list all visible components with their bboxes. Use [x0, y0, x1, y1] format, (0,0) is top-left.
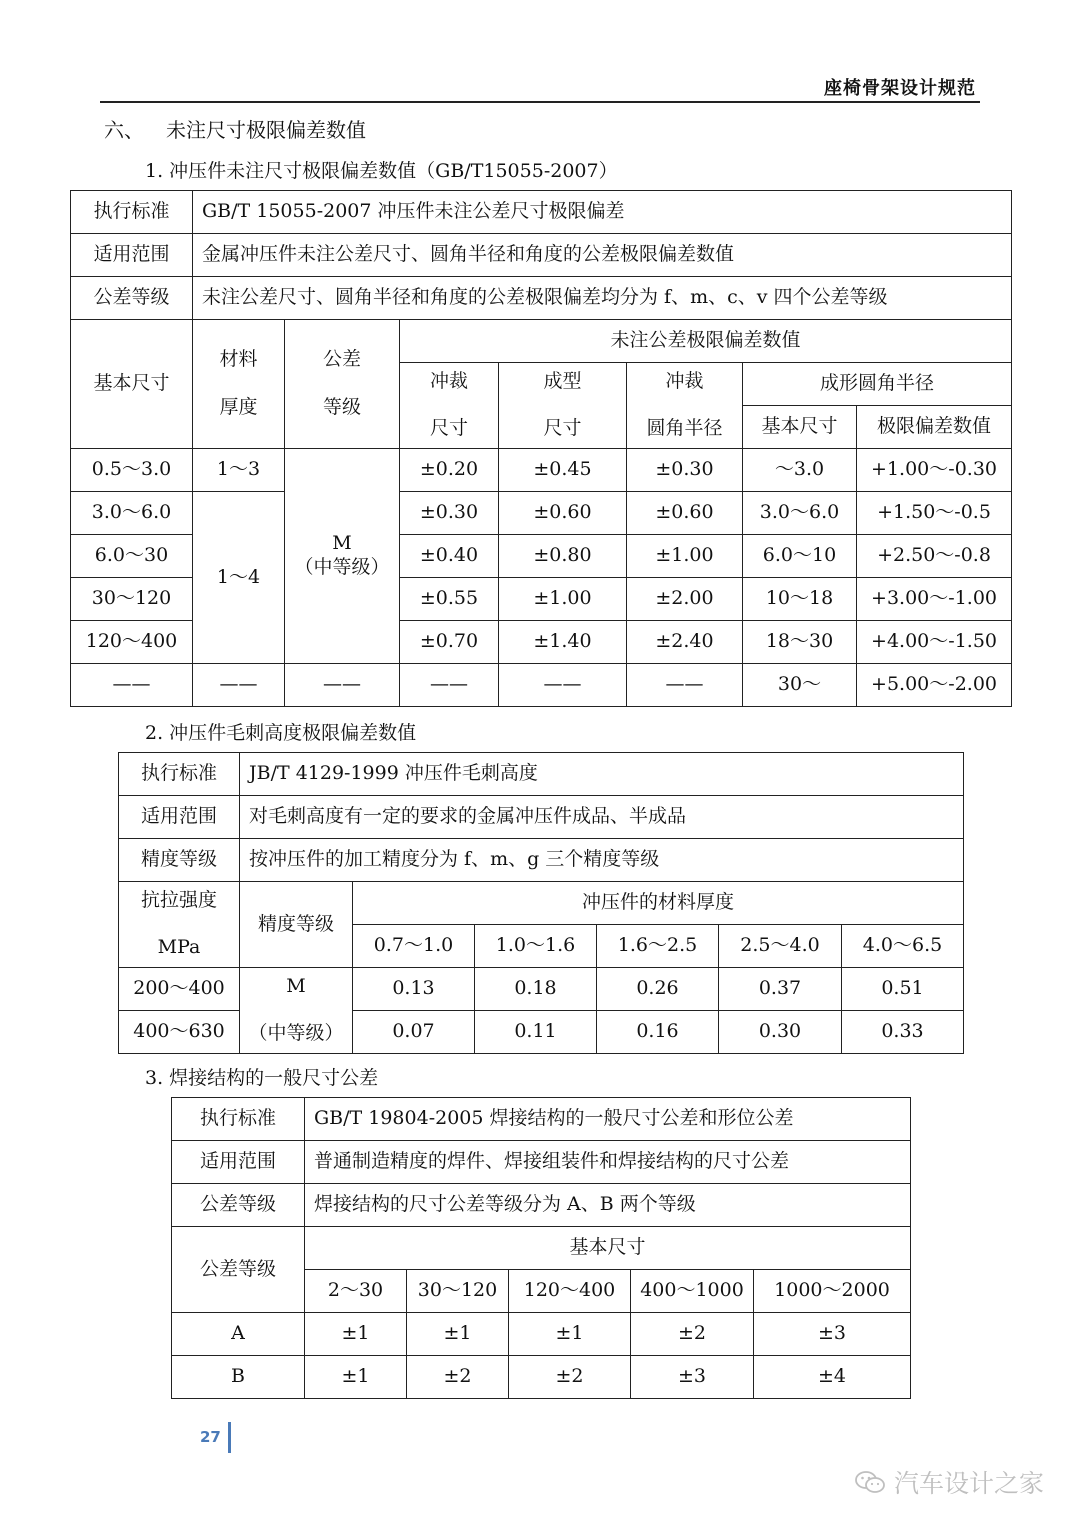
t2-col-header: 0.7～1.0	[353, 925, 475, 968]
t2-scope-label: 适用范围	[119, 796, 240, 839]
t1-header-punch-size: 冲裁 尺寸	[400, 363, 499, 449]
table-row	[71, 449, 1012, 492]
t1-header-base-size: 基本尺寸	[71, 320, 193, 449]
table-row	[172, 1356, 911, 1399]
t1-cell: ±0.20	[400, 449, 499, 492]
t1-cell: ——	[193, 664, 285, 707]
t3-cell: ±2	[631, 1313, 754, 1356]
t2-header-thickness: 冲压件的材料厚度	[353, 882, 964, 925]
t1-cell: 6.0～30	[71, 535, 193, 578]
t3-scope-value: 普通制造精度的焊件、焊接组装件和焊接结构的尺寸公差	[305, 1141, 911, 1184]
t2-cell: 0.33	[842, 1011, 964, 1054]
t2-cell: 0.37	[719, 968, 842, 1011]
t2-cell: 0.26	[597, 968, 719, 1011]
t1-cell: ±0.30	[400, 492, 499, 535]
document-header-title: 座椅骨架设计规范	[824, 78, 976, 99]
wechat-icon	[854, 1469, 886, 1495]
t2-cell: 400～630	[119, 1011, 240, 1054]
t1-cell: ±2.40	[627, 621, 743, 664]
t3-scope-label: 适用范围	[172, 1141, 305, 1184]
t1-cell: 120～400	[71, 621, 193, 664]
t1-std-value: GB/T 15055-2007 冲压件未注公差尺寸极限偏差	[193, 191, 1012, 234]
t3-col-header: 400～1000	[631, 1270, 754, 1313]
t3-std-value: GB/T 19804-2005 焊接结构的一般尺寸公差和形位公差	[305, 1098, 911, 1141]
t1-cell: ±0.60	[499, 492, 627, 535]
t3-cell: ±1	[305, 1356, 407, 1399]
t1-cell: ±0.80	[499, 535, 627, 578]
t1-cell: +1.50～-0.5	[857, 492, 1012, 535]
t1-cell: ±1.00	[499, 578, 627, 621]
section-heading	[104, 114, 366, 143]
t3-col-header: 2～30	[305, 1270, 407, 1313]
t3-cell: ±3	[631, 1356, 754, 1399]
t1-thickness-1: 1～3	[193, 449, 285, 492]
t2-header-precision: 精度等级	[240, 882, 353, 968]
t1-cell: ±0.55	[400, 578, 499, 621]
t3-cell: ±1	[407, 1313, 509, 1356]
t2-cell: 0.51	[842, 968, 964, 1011]
t2-header-strength: 抗拉强度 MPa	[119, 882, 240, 968]
t3-col-header: 1000～2000	[754, 1270, 911, 1313]
t1-cell: +3.00～-1.00	[857, 578, 1012, 621]
t1-header-fillet-deviation: 极限偏差数值	[857, 406, 1012, 449]
t3-header-grade: 公差等级	[172, 1227, 305, 1313]
t1-cell: +2.50～-0.8	[857, 535, 1012, 578]
stamping-tolerance-table	[70, 190, 1012, 707]
header-rule	[100, 101, 980, 103]
t1-scope-value: 金属冲压件未注公差尺寸、圆角半径和角度的公差极限偏差数值	[193, 234, 1012, 277]
t3-grade-value: 焊接结构的尺寸公差等级分为 A、B 两个等级	[305, 1184, 911, 1227]
t1-cell: 30～120	[71, 578, 193, 621]
t3-col-header: 30～120	[407, 1270, 509, 1313]
t2-grade-m: M （中等级）	[240, 968, 353, 1054]
t1-std-label: 执行标准	[71, 191, 193, 234]
t1-cell: ±0.45	[499, 449, 627, 492]
table-row	[71, 664, 1012, 707]
t1-scope-label: 适用范围	[71, 234, 193, 277]
t2-scope-value: 对毛刺高度有一定的要求的金属冲压件成品、半成品	[240, 796, 964, 839]
table-row	[172, 1313, 911, 1356]
t2-col-header: 1.6～2.5	[597, 925, 719, 968]
t1-cell: +5.00～-2.00	[857, 664, 1012, 707]
t3-cell: A	[172, 1313, 305, 1356]
t1-cell: ——	[627, 664, 743, 707]
t1-header-form-size: 成型 尺寸	[499, 363, 627, 449]
t2-std-label: 执行标准	[119, 753, 240, 796]
burr-height-table	[118, 752, 964, 1054]
t1-heading: 1. 冲压件未注尺寸极限偏差数值（GB/T15055-2007）	[145, 160, 618, 182]
t2-cell: 0.13	[353, 968, 475, 1011]
t1-cell: ——	[285, 664, 400, 707]
t1-cell: ～3.0	[743, 449, 857, 492]
t3-cell: ±1	[305, 1313, 407, 1356]
t1-cell: 30～	[743, 664, 857, 707]
t2-cell: 0.07	[353, 1011, 475, 1054]
t1-cell: ±0.40	[400, 535, 499, 578]
t2-cell: 0.30	[719, 1011, 842, 1054]
table-row	[71, 492, 1012, 535]
t3-grade-label: 公差等级	[172, 1184, 305, 1227]
t1-header-tolerance-grade: 公差 等级	[285, 320, 400, 449]
table-row	[119, 968, 964, 1011]
t3-std-label: 执行标准	[172, 1098, 305, 1141]
section-title: 未注尺寸极限偏差数值	[166, 118, 366, 142]
t1-cell: 3.0～6.0	[743, 492, 857, 535]
t3-cell: ±2	[407, 1356, 509, 1399]
t2-heading: 2. 冲压件毛刺高度极限偏差数值	[145, 722, 417, 744]
t1-header-fillet-radius: 成形圆角半径	[743, 363, 1012, 406]
t2-cell: 200～400	[119, 968, 240, 1011]
t1-cell: 10～18	[743, 578, 857, 621]
t2-col-header: 1.0～1.6	[475, 925, 597, 968]
t1-header-material-thickness: 材料 厚度	[193, 320, 285, 449]
watermark-text: 汽车设计之家	[893, 1469, 1044, 1498]
t1-cell: +4.00～-1.50	[857, 621, 1012, 664]
t1-grade-label: 公差等级	[71, 277, 193, 320]
t2-cell: 0.18	[475, 968, 597, 1011]
t1-grade-value: 未注公差尺寸、圆角半径和角度的公差极限偏差均分为 f、m、c、v 四个公差等级	[193, 277, 1012, 320]
t3-cell: ±2	[509, 1356, 631, 1399]
t3-cell: ±3	[754, 1313, 911, 1356]
t2-col-header: 2.5～4.0	[719, 925, 842, 968]
t2-cell: 0.16	[597, 1011, 719, 1054]
t1-thickness-2: 1～4	[193, 492, 285, 664]
t1-cell: ——	[400, 664, 499, 707]
t3-heading: 3. 焊接结构的一般尺寸公差	[145, 1067, 379, 1089]
t1-header-fillet-base: 基本尺寸	[743, 406, 857, 449]
t1-header-group: 未注公差极限偏差数值	[400, 320, 1012, 363]
watermark	[854, 1464, 1044, 1500]
t3-col-header: 120～400	[509, 1270, 631, 1313]
t3-header-base-size: 基本尺寸	[305, 1227, 911, 1270]
t1-cell: ±2.00	[627, 578, 743, 621]
t1-cell: ——	[71, 664, 193, 707]
page-number-bar	[228, 1422, 231, 1453]
t2-precision-value: 按冲压件的加工精度分为 f、m、g 三个精度等级	[240, 839, 964, 882]
t1-cell: ±0.60	[627, 492, 743, 535]
section-number: 六、	[104, 118, 144, 142]
t3-cell: B	[172, 1356, 305, 1399]
t1-cell: 18～30	[743, 621, 857, 664]
t3-cell: ±4	[754, 1356, 911, 1399]
t1-cell: ±1.00	[627, 535, 743, 578]
t1-header-punch-radius: 冲裁 圆角半径	[627, 363, 743, 449]
t2-precision-label: 精度等级	[119, 839, 240, 882]
t2-cell: 0.11	[475, 1011, 597, 1054]
t1-cell: ±0.30	[627, 449, 743, 492]
t1-cell: +1.00～-0.30	[857, 449, 1012, 492]
t1-cell: ±1.40	[499, 621, 627, 664]
t1-tolerance-m: M （中等级）	[285, 449, 400, 664]
t2-col-header: 4.0～6.5	[842, 925, 964, 968]
t1-cell: 0.5～3.0	[71, 449, 193, 492]
t2-std-value: JB/T 4129-1999 冲压件毛刺高度	[240, 753, 964, 796]
page-number: 27	[200, 1428, 221, 1446]
t1-cell: ±0.70	[400, 621, 499, 664]
t1-cell: 3.0～6.0	[71, 492, 193, 535]
t1-cell: ——	[499, 664, 627, 707]
weld-tolerance-table	[171, 1097, 911, 1399]
t1-cell: 6.0～10	[743, 535, 857, 578]
t3-cell: ±1	[509, 1313, 631, 1356]
